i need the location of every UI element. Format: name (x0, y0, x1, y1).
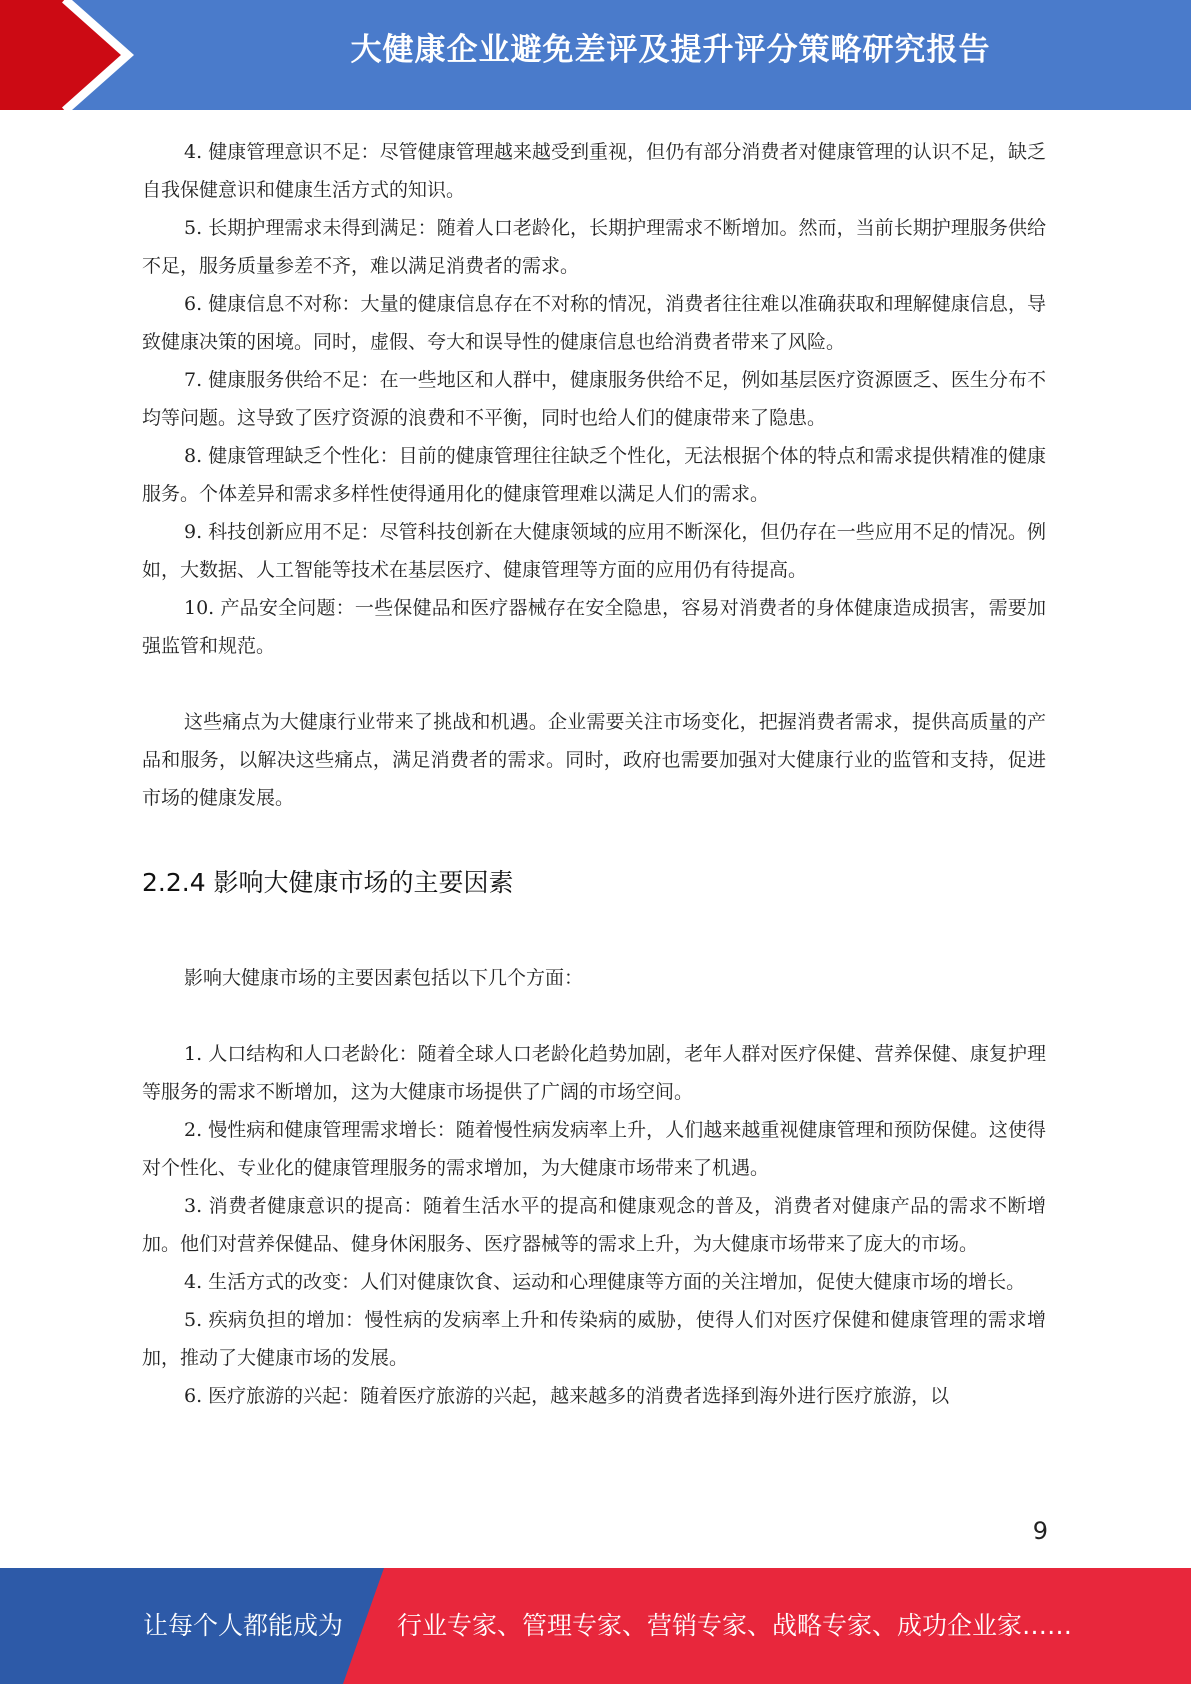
list-item: 5. 长期护理需求未得到满足：随着人口老龄化，长期护理需求不断增加。然而，当前长期护理服务供给不足，服务质量参差不齐，难以满足消费者的需求。 (142, 217, 1046, 277)
spacer (142, 903, 1046, 959)
list-item: 5. 疾病负担的增加：慢性病的发病率上升和传染病的威胁，使得人们对医疗保健和健康管理的需求增加，推动了大健康市场的发展。 (142, 1309, 1046, 1369)
page-header (0, 0, 1191, 110)
summary-paragraph: 这些痛点为大健康行业带来了挑战和机遇。企业需要关注市场变化，把握消费者需求，提供高质量的产品和服务，以解决这些痛点，满足消费者的需求。同时，政府也需要加强对大健康行业的监管和支持，促进市场的健康发展。 (142, 711, 1046, 809)
list-item: 4. 生活方式的改变：人们对健康饮食、运动和心理健康等方面的关注增加，促使大健康市场的增长。 (184, 1271, 1026, 1293)
list-item: 7. 健康服务供给不足：在一些地区和人群中，健康服务供给不足，例如基层医疗资源匮乏、医生分布不均等问题。这导致了医疗资源的浪费和不平衡，同时也给人们的健康带来了隐患。 (142, 369, 1046, 429)
list-item: 4. 健康管理意识不足：尽管健康管理越来越受到重视，但仍有部分消费者对健康管理的认识不足，缺乏自我保健意识和健康生活方式的知识。 (142, 141, 1046, 201)
spacer (142, 665, 1046, 703)
footer-slogan-left: 让每个人都能成为 (143, 1611, 344, 1640)
page-number: 9 (1032, 1517, 1048, 1545)
list-item: 2. 慢性病和健康管理需求增长：随着慢性病发病率上升，人们越来越重视健康管理和预防保健。这使得对个性化、专业化的健康管理服务的需求增加，为大健康市场带来了机遇。 (142, 1119, 1046, 1179)
list-item: 10. 产品安全问题：一些保健品和医疗器械存在安全隐患，容易对消费者的身体健康造成损害，需要加强监管和规范。 (142, 597, 1046, 657)
page-footer (0, 1568, 1191, 1684)
section-heading: 2.2.4 影响大健康市场的主要因素 (142, 868, 514, 897)
report-title: 大健康企业避免差评及提升评分策略研究报告 (350, 32, 991, 68)
list-item: 6. 健康信息不对称：大量的健康信息存在不对称的情况，消费者往往难以准确获取和理解健康信息，导致健康决策的困境。同时，虚假、夸大和误导性的健康信息也给消费者带来了风险。 (142, 293, 1046, 353)
intro-paragraph: 影响大健康市场的主要因素包括以下几个方面： (184, 967, 584, 989)
list-item: 6. 医疗旅游的兴起：随着医疗旅游的兴起，越来越多的消费者选择到海外进行医疗旅游，以 (184, 1385, 950, 1407)
list-item: 3. 消费者健康意识的提高：随着生活水平的提高和健康观念的普及，消费者对健康产品的需求不断增加。他们对营养保健品、健身休闲服务、医疗器械等的需求上升，为大健康市场带来了庞大的市场。 (142, 1195, 1046, 1255)
page-content (142, 133, 1046, 1415)
spacer (142, 997, 1046, 1035)
list-item: 8. 健康管理缺乏个性化：目前的健康管理往往缺乏个性化，无法根据个体的特点和需求提供精准的健康服务。个体差异和需求多样性使得通用化的健康管理难以满足人们的需求。 (142, 445, 1046, 505)
list-item: 1. 人口结构和人口老龄化：随着全球人口老龄化趋势加剧，老年人群对医疗保健、营养保健、康复护理等服务的需求不断增加，这为大健康市场提供了广阔的市场空间。 (142, 1043, 1046, 1103)
footer-slogan-right: 行业专家、管理专家、营销专家、战略专家、成功企业家…… (397, 1611, 1073, 1640)
list-item: 9. 科技创新应用不足：尽管科技创新在大健康领域的应用不断深化，但仍存在一些应用不足的情况。例如，大数据、人工智能等技术在基层医疗、健康管理等方面的应用仍有待提高。 (142, 521, 1046, 581)
spacer (142, 817, 1046, 863)
header-chevron-decoration (0, 0, 150, 110)
